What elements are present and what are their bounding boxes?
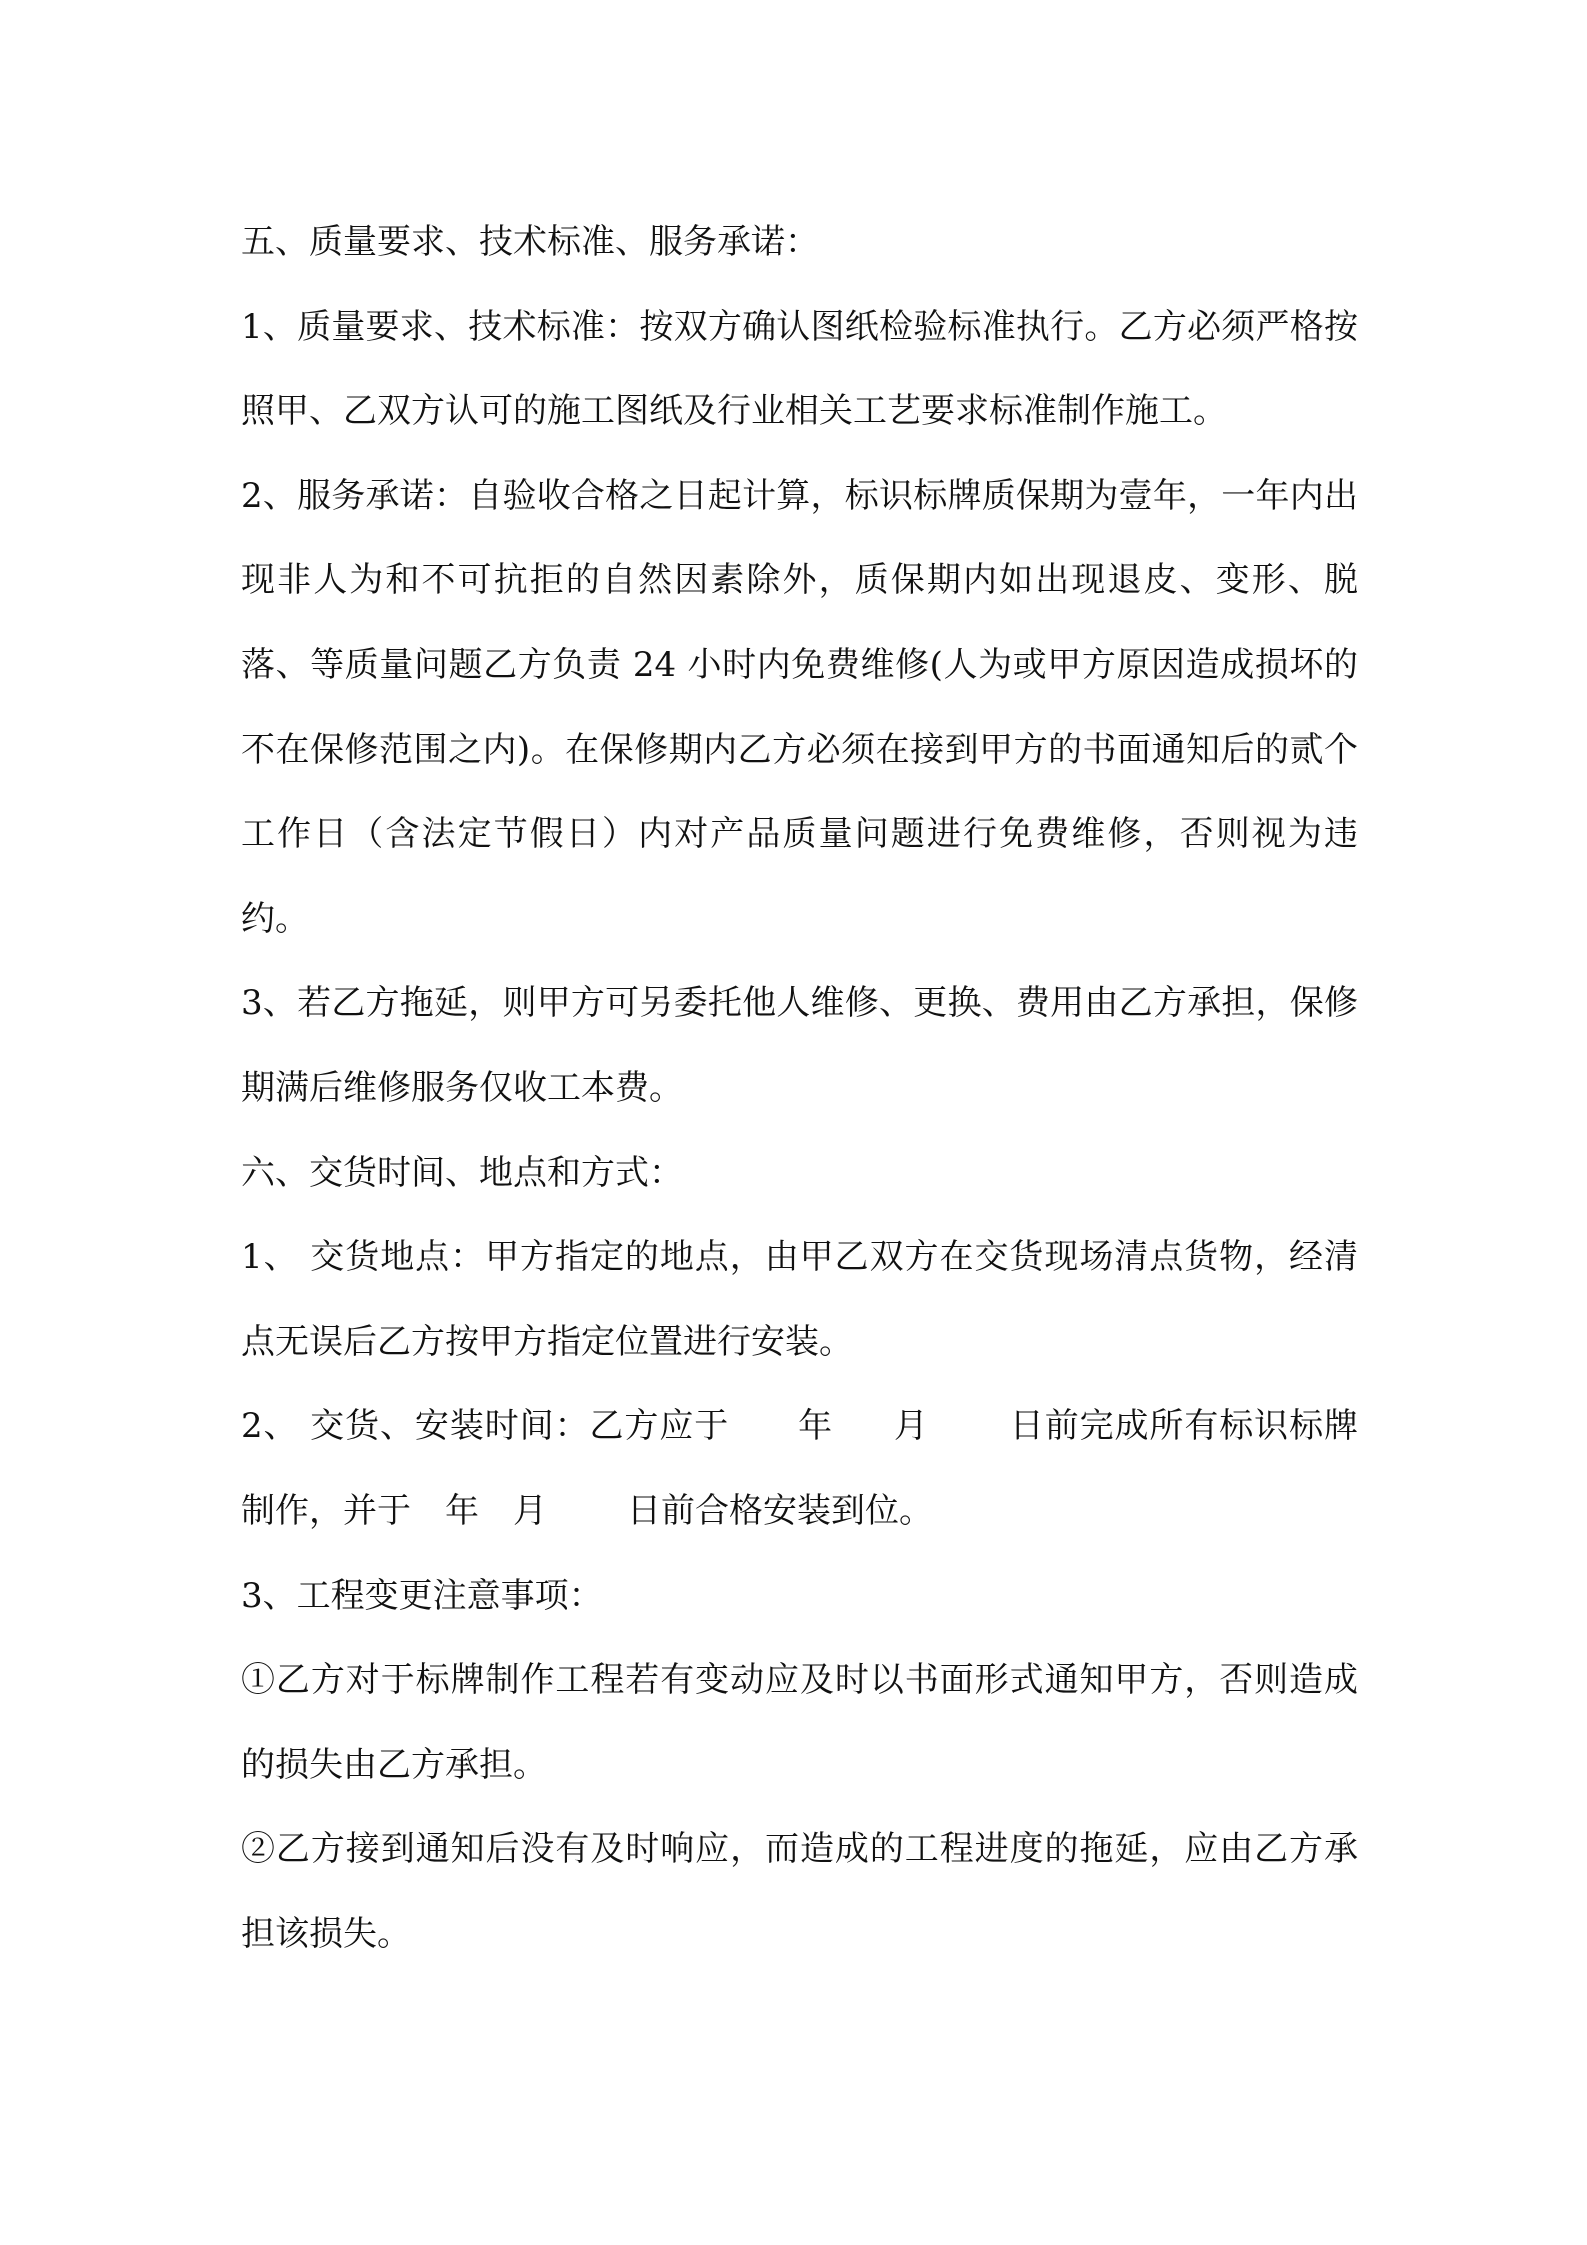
clause-service-commitment: 2、服务承诺：自验收合格之日起计算，标识标牌质保期为壹年，一年内出现非人为和不可抗拒的自然因素除外，质保期内如出现退皮、变形、脱落、等质量问题乙方负责 24 小时内免费维修(人为或甲方原因造成损坏的不在保修范围之内)。在保修期内乙方必须在接到甲方的书面通知后的贰个工作日（含法定节假日）内对产品质量问题进行免费维修，否则视为违约。 [241, 475, 1358, 939]
year-label-2: 年 [445, 1490, 479, 1531]
clause-delivery-time [241, 1384, 1358, 1553]
clause-change-item-2: ②乙方接到通知后没有及时响应，而造成的工程进度的拖延，应由乙方承担该损失。 [241, 1829, 1358, 1954]
document-body [241, 200, 1358, 1976]
clause-delay-repair: 3、若乙方拖延，则甲方可另委托他人维修、更换、费用由乙方承担，保修期满后维修服务仅收工本费。 [241, 983, 1358, 1108]
clause-quality-standard: 1、质量要求、技术标准：按双方确认图纸检验标准执行。乙方必须严格按照甲、乙双方认可的施工图纸及行业相关工艺要求标准制作施工。 [241, 306, 1358, 432]
section-heading-quality: 五、质量要求、技术标准、服务承诺： [241, 222, 819, 262]
delivery-time-prefix: 2、 交货、安装时间：乙方应于 [241, 1406, 730, 1447]
clause-change-notes: 3、工程变更注意事项： [241, 1575, 603, 1616]
clause-delivery-location: 1、 交货地点：甲方指定的地点，由甲乙双方在交货现场清点货物，经清点无误后乙方按甲方指定位置进行安装。 [241, 1237, 1358, 1362]
month-label-2: 月 [513, 1490, 547, 1531]
section-heading-delivery: 六、交货时间、地点和方式： [241, 1152, 683, 1193]
month-label-1: 月 [893, 1406, 929, 1447]
delivery-time-suffix: 日前合格安装到位。 [627, 1490, 933, 1531]
year-label-1: 年 [797, 1406, 834, 1447]
delivery-time-middle: 日前完成所有标识标牌制作，并于 [241, 1406, 1359, 1531]
clause-change-item-1: ①乙方对于标牌制作工程若有变动应及时以书面形式通知甲方，否则造成的损失由乙方承担。 [241, 1660, 1358, 1785]
